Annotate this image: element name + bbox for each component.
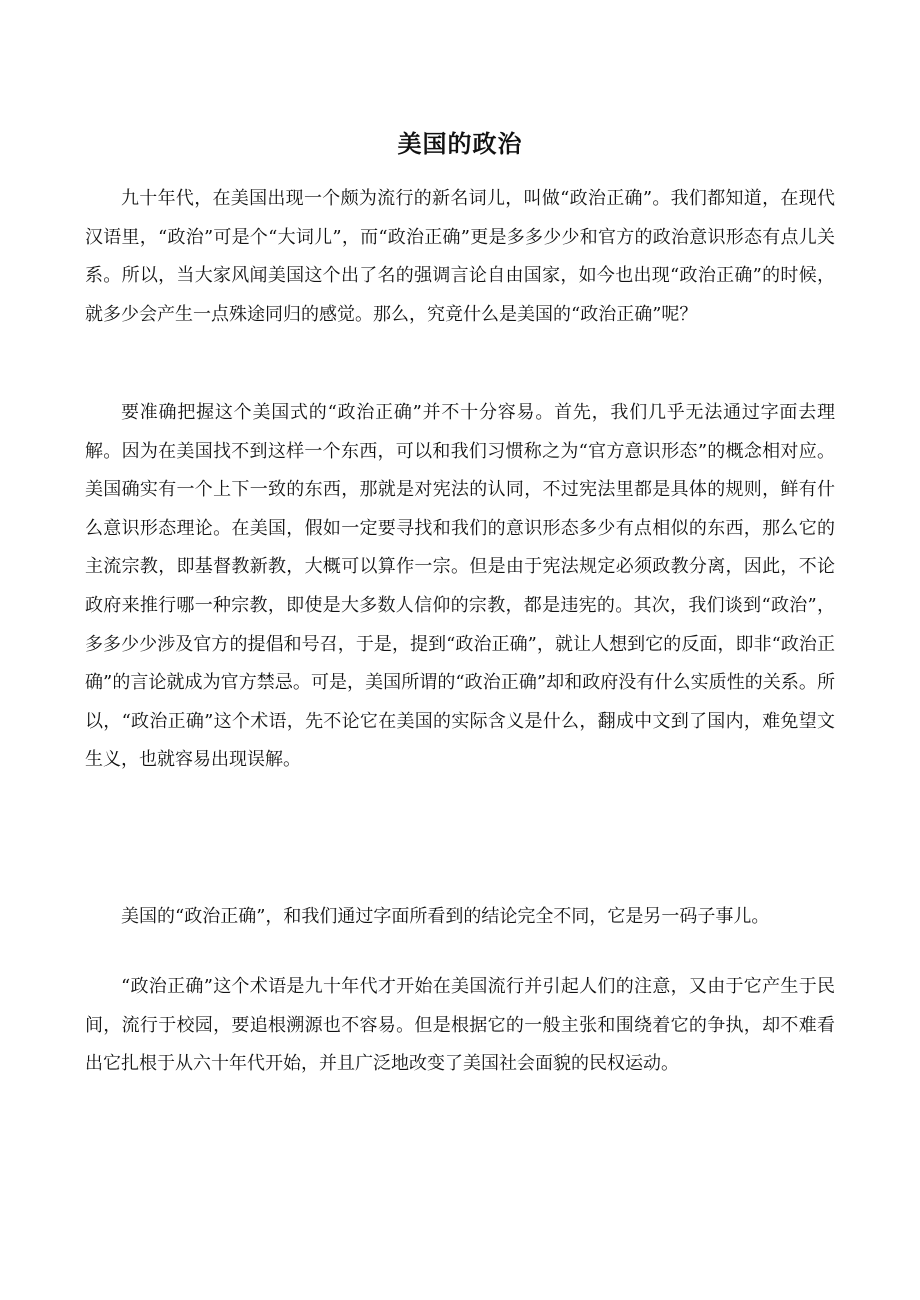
paragraph-1: 九十年代，在美国出现一个颇为流行的新名词儿，叫做“政治正确”。我们都知道，在现代汉语里，“政治”可是个“大词儿”，而“政治正确”更是多多少少和官方的政治意识形态有点儿关系。所以，当大家风闻美国这个出了名的强调言论自由国家，如今也出现“政治正确”的时候，就多少会产生一点殊途同归的感觉。那么，究竟什么是美国的“政治正确”呢？ — [85, 188, 835, 325]
paragraph-4: “政治正确”这个术语是九十年代才开始在美国流行并引起人们的注意，又由于它产生于民间，流行于校园，要追根溯源也不容易。但是根据它的一般主张和围绕着它的争执，却不难看出它扎根于从六十年代开始，并且广泛地改变了美国社会面貌的民权运动。 — [85, 976, 835, 1075]
paragraph-3: 美国的“政治正确”，和我们通过字面所看到的结论完全不同，它是另一码子事儿。 — [121, 906, 770, 927]
document-title: 美国的政治 — [397, 129, 523, 158]
paragraph-2: 要准确把握这个美国式的“政治正确”并不十分容易。首先，我们几乎无法通过字面去理解。因为在美国找不到这样一个东西，可以和我们习惯称之为“官方意识形态”的概念相对应。美国确实有一个上下一致的东西，那就是对宪法的认同，不过宪法里都是具体的规则，鲜有什么意识形态理论。在美国，假如一定要寻找和我们的意识形态多少有点相似的东西，那么它的主流宗教，即基督教新教，大概可以算作一宗。但是由于宪法规定必须政教分离，因此，不论政府来推行哪一种宗教，即使是大多数人信仰的宗教，都是违宪的。其次，我们谈到“政治”，多多少少涉及官方的提倡和号召，于是，提到“政治正确”，就让人想到它的反面，即非“政治正确”的言论就成为官方禁忌。可是，美国所谓的“政治正确”却和政府没有什么实质性的关系。所以，“政治正确”这个术语，先不论它在美国的实际含义是什么，翻成中文到了国内，难免望文生义，也就容易出现误解。 — [85, 402, 835, 771]
